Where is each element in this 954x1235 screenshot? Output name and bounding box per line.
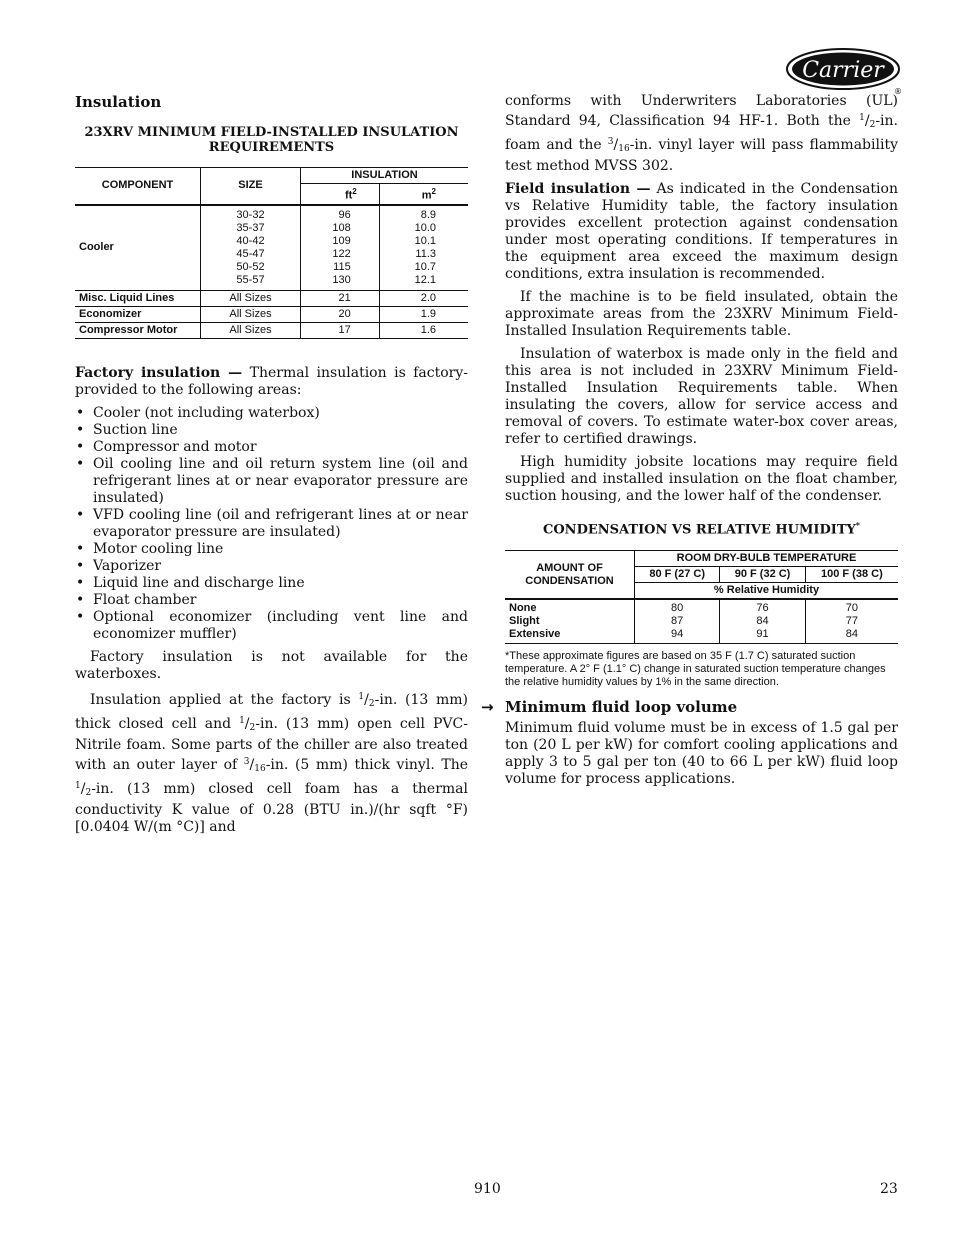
- list-item: • Compressor and motor: [75, 439, 468, 456]
- insulation-heading: Insulation: [75, 93, 162, 111]
- condensation-footnote: *These approximate figures are based on 35 F (1.7 C) saturated suction temperature. A 2° F (1.1° C) change in saturated suction temperature changes the relative humidity values by 1% in the same direction.: [505, 650, 886, 689]
- field-insulated-paragraph: If the machine is to be field insulated, obtain the approximate areas from the 23XRV Minimum Field-Installed Insulation Requirements table.: [505, 289, 898, 339]
- insulation-table-title: 23XRV MINIMUM FIELD-INSTALLED INSULATION REQUIREMENTS: [84, 125, 459, 155]
- header-ft2: $ft^2$: [301, 184, 380, 205]
- factory-insulation-list: [75, 405, 468, 643]
- change-arrow-icon: →: [481, 698, 494, 717]
- header-component: COMPONENT: [75, 168, 201, 205]
- header-insulation: INSULATION: [301, 168, 469, 184]
- factory-insulation-paragraph: Factory insulation — Thermal insulation is factory-provided to the following areas:: [75, 364, 468, 398]
- header-temp-90: 90 F (32 C): [720, 567, 805, 583]
- condensation-table: [505, 550, 898, 644]
- header-amount: AMOUNT OF CONDENSATION: [505, 551, 635, 600]
- list-item: • Oil cooling line and oil return system line (oil and refrigerant lines at or near evaporator pressure are insulated): [75, 456, 468, 507]
- list-item: • Vaporizer: [75, 558, 468, 575]
- header-m2: $m^2$: [379, 184, 468, 205]
- continued-paragraph: conforms with Underwriters Laboratories (UL) Standard 94, Classification 94 HF-1. Both the $^1/_2-in$. foam and the $^3/_{16}-in$. vinyl layer will pass flammability test method MVSS 302.: [505, 93, 898, 174]
- carrier-logo: [786, 47, 904, 95]
- table-row: Economizer All Sizes 20 1.9: [75, 306, 468, 322]
- list-item: • Suction line: [75, 422, 468, 439]
- logo-text: Carrier: [802, 58, 884, 83]
- high-humidity-paragraph: High humidity jobsite locations may require field supplied and installed insulation on the float chamber, suction housing, and the lower half of the condenser.: [505, 454, 898, 504]
- list-item: • Motor cooling line: [75, 541, 468, 558]
- cooler-m2-values: 8.9 10.0 10.1 11.3 10.7 12.1: [414, 208, 436, 286]
- header-room-temp: ROOM DRY-BULB TEMPERATURE: [635, 551, 899, 567]
- cooler-label: Cooler: [75, 205, 201, 291]
- table-row: Misc. Liquid Lines All Sizes 21 2.0: [75, 290, 468, 306]
- min-fluid-heading: → Minimum fluid loop volume: [481, 698, 738, 717]
- list-item: • Optional economizer (including vent line and economizer muffler): [75, 609, 468, 643]
- right-column: [481, 93, 898, 794]
- list-item: • Liquid line and discharge line: [75, 575, 468, 592]
- header-temp-80: 80 F (27 C): [635, 567, 720, 583]
- header-temp-100: 100 F (38 C): [805, 567, 898, 583]
- left-column: [75, 93, 468, 842]
- applied-insulation-paragraph: Insulation applied at the factory is $^1/_2-in$. (13 mm) thick closed cell and $^1/_2-in$. (13 mm) open cell PVC-Nitrile foam. Some parts of the chiller are also treated with an outer layer of $^3/_{16}-in$. (5 mm) thick vinyl. The $^1/_2-in$. (13 mm) closed cell foam has a thermal conductivity K value of 0.28 (BTU in.)/(hr sqft °F) [0.0404 W/(m °C)] and: [75, 691, 468, 835]
- field-insulation-paragraph: Field insulation — As indicated in the Condensation vs Relative Humidity table, the factory insulation provides excellent protection against condensation under most operating conditions. If temperatures in the equipment area exceed the maximum design conditions, extra insulation is recommended.: [505, 181, 898, 282]
- header-relative-humidity: % Relative Humidity: [635, 583, 899, 600]
- list-item: • VFD cooling line (oil and refrigerant lines at or near evaporator pressure are insulated): [75, 507, 468, 541]
- document-number: 910: [474, 1181, 501, 1197]
- table-row: None Slight Extensive 80 87 94 76 84 91 70 77 84: [505, 599, 898, 644]
- table-row-cooler: [75, 205, 468, 291]
- page-number: 23: [880, 1181, 898, 1197]
- list-item: • Cooler (not including waterbox): [75, 405, 468, 422]
- insulation-requirements-table: [75, 167, 468, 339]
- condensation-table-title: CONDENSATION VS RELATIVE HUMIDITY*: [543, 520, 860, 538]
- header-size: SIZE: [201, 168, 301, 205]
- min-fluid-paragraph: Minimum fluid volume must be in excess of 1.5 gal per ton (20 L per kW) for comfort cooling applications and apply 3 to 5 gal per ton (40 to 66 L per kW) fluid loop volume for process applications.: [505, 720, 898, 788]
- cooler-ft2-values: 96 108 109 122 115 130: [301, 205, 380, 291]
- not-available-paragraph: Factory insulation is not available for the waterboxes.: [75, 648, 468, 682]
- list-item: • Float chamber: [75, 592, 468, 609]
- waterbox-paragraph: Insulation of waterbox is made only in the field and this area is not included in 23XRV Minimum Field-Installed Insulation Requirements table. When insulating the covers, allow for service access and removal of covers. To estimate water-box cover areas, refer to certified drawings.: [505, 346, 898, 447]
- registered-mark: ®: [894, 87, 902, 95]
- table-row: Compressor Motor All Sizes 17 1.6: [75, 322, 468, 338]
- cooler-sizes: 30-32 35-37 40-42 45-47 50-52 55-57: [201, 205, 301, 291]
